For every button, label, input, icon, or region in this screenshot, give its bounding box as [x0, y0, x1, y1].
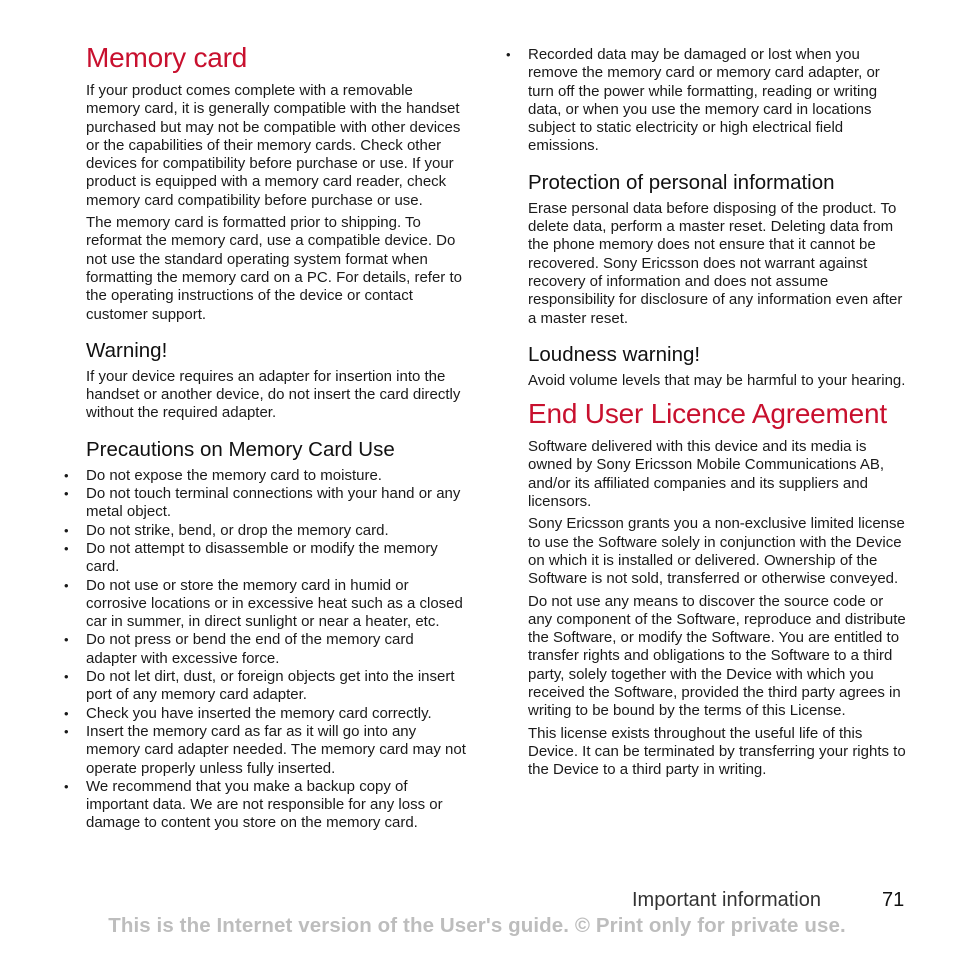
precautions-list: [86, 467, 466, 833]
left-column: [86, 40, 466, 833]
loudness-text: Avoid volume levels that may be harmful to your hearing.: [528, 371, 906, 389]
list-item: • Do not attempt to disassemble or modify the memory card.: [86, 540, 466, 577]
eula-paragraph: Do not use any means to discover the source code or any component of the Software, reproduce and distribute the Software, or modify the Software. You are entitled to transfer rights and obligations to the Software to a third party, solely together with the Device with which you received the Software, provided the third party agrees in writing to be bound by the terms of this License.: [528, 592, 906, 720]
list-item: • Do not use or store the memory card in humid or corrosive locations or in excessive heat such as a closed car in summer, in direct sunlight or near a heater, etc.: [86, 577, 466, 632]
loudness-heading: Loudness warning!: [528, 342, 701, 366]
page-number: 71: [882, 889, 905, 911]
continued-precautions-list: [528, 46, 906, 156]
memory-card-format-paragraph: The memory card is formatted prior to shipping. To reformat the memory card, use a compatible device. Do not use the standard operating system format when formatting the memory card on a PC. For details, refer to the operating instructions of the device or contact customer support.: [86, 214, 462, 323]
list-item: • Do not strike, bend, or drop the memory card.: [86, 522, 466, 540]
protection-heading: Protection of personal information: [528, 170, 835, 194]
list-item: • Do not expose the memory card to moisture.: [86, 467, 466, 485]
precautions-heading: Precautions on Memory Card Use: [86, 437, 395, 461]
memory-card-title: Memory card: [86, 42, 248, 73]
warning-text: If your device requires an adapter for insertion into the handset or another device, do not insert the card directly without the required adapter.: [86, 367, 461, 422]
eula-title: End User Licence Agreement: [528, 398, 888, 430]
eula-paragraph: Sony Ericsson grants you a non-exclusive limited license to use the Software solely in conjunction with the Device on which it is installed or delivered. Ownership of the Software is not sold, transferred or otherwise conveyed.: [528, 515, 905, 588]
memory-card-intro-paragraph: If your product comes complete with a removable memory card, it is generally compatible with the handset purchased but may not be compatible with other devices or the capabilities of their memory cards. Check other devices for compatibility before purchase or use. If your product is equipped with a memory card reader, check memory card compatibility before purchase or use.: [86, 82, 461, 209]
list-item: • Do not touch terminal connections with your hand or any metal object.: [86, 485, 466, 522]
list-item: • Recorded data may be damaged or lost when you remove the memory card or memory card adapter, or turn off the power while formatting, reading or writing data, or when you use the memory card in locations subject to static electricity or high electrical field emissions.: [528, 46, 906, 156]
list-item: • We recommend that you make a backup copy of important data. We are not responsible for any loss or damage to content you store on the memory card.: [86, 778, 466, 833]
eula-paragraph: This license exists throughout the useful life of this Device. It can be terminated by transferring your rights to the Device to a third party in writing.: [528, 724, 906, 779]
right-column: [528, 46, 906, 784]
protection-text: Erase personal data before disposing of the product. To delete data, perform a master reset. Deleting data from the phone memory does not ensure that it cannot be recovered. Sony Ericsson does not warrant against recovery of information and does not assume responsibility for disclosure of any information even after a master reset.: [528, 199, 903, 327]
footer-section-label: Important information: [632, 889, 821, 911]
list-item: • Insert the memory card as far as it will go into any memory card adapter needed. The memory card may not operate properly unless fully inserted.: [86, 723, 466, 778]
list-item: • Do not press or bend the end of the memory card adapter with excessive force.: [86, 631, 466, 668]
list-item: • Check you have inserted the memory card correctly.: [86, 705, 466, 723]
list-item: • Do not let dirt, dust, or foreign objects get into the insert port of any memory card adapter.: [86, 668, 466, 705]
internet-version-notice: This is the Internet version of the User's guide. © Print only for private use.: [108, 914, 846, 937]
eula-paragraph: Software delivered with this device and its media is owned by Sony Ericsson Mobile Communications AB, and/or its affiliated companies and its suppliers and licensors.: [528, 438, 885, 511]
warning-heading: Warning!: [86, 338, 168, 362]
